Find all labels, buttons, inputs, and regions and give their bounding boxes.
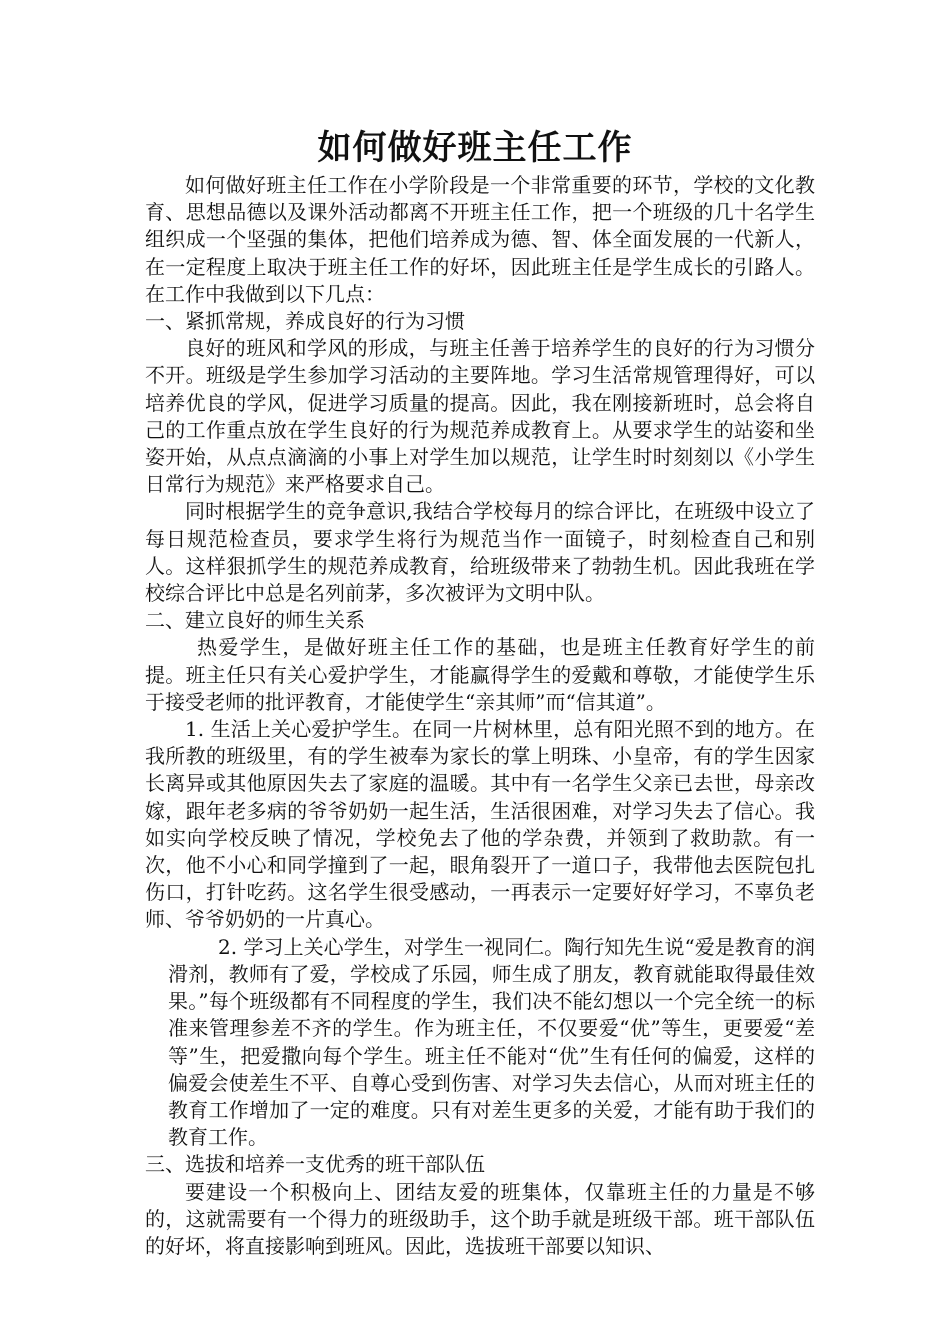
section-3-paragraph-1: 要建设一个积极向上、团结友爱的班集体，仅靠班主任的力量是不够的，这就需要有一个得力的班级助手，这个助手就是班级干部。班干部队伍的好坏，将直接影响到班风。因此，选拔班干部要以知识、 (145, 1179, 815, 1258)
section-2-item-1: 1. 生活上关心爱护学生。在同一片树林里，总有阳光照不到的地方。在我所教的班级里，有的学生被奉为家长的掌上明珠、小皇帝，有的学生因家长离异或其他原因失去了家庭的温暖。其中有一名学生父亲已去世，母亲改嫁，跟年老多病的爷爷奶奶一起生活，生活很困难，对学习失去了信心。我如实向学校反映了情况，学校免去了他的学杂费，并领到了救助款。有一次，他不小心和同学撞到了一起，眼角裂开了一道口子，我带他去医院包扎伤口，打针吃药。这名学生很受感动，一再表示一定要好好学习，不辜负老师、爷爷奶奶的一片真心。 (145, 717, 815, 932)
document-body (145, 172, 815, 1260)
section-heading-2: 二、建立良好的师生关系 (145, 608, 365, 633)
section-2-item-2: 2. 学习上关心学生，对学生一视同仁。陶行知先生说“爱是教育的润滑剂，教师有了爱，学校成了乐园，师生成了朋友，教育就能取得最佳效果。”每个班级都有不同程度的学生，我们决不能幻想以一个完全统一的标准来管理参差不齐的学生。作为班主任，不仅要爱“优”等生，更要爱“差等”生，把爱撒向每个学生。班主任不能对“优”生有任何的偏爱，这样的偏爱会使差生不平、自尊心受到伤害、对学习失去信心，从而对班主任的教育工作增加了一定的难度。只有对差生更多的关爱，才能有助于我们的教育工作。 (168, 934, 815, 1150)
intro-paragraph: 如何做好班主任工作在小学阶段是一个非常重要的环节，学校的文化教育、思想品德以及课外活动都离不开班主任工作，把一个班级的几十名学生组织成一个坚强的集体，把他们培养成为德、智、体全面发展的一代新人，在一定程度上取决于班主任工作的好坏，因此班主任是学生成长的引路人。在工作中我做到以下几点： (145, 173, 815, 306)
document-title: 如何做好班主任工作 (317, 128, 633, 168)
section-1-paragraph-1: 良好的班风和学风的形成，与班主任善于培养学生的良好的行为习惯分不开。班级是学生参加学习活动的主要阵地。学习生活常规管理得好，可以培养优良的学风，促进学习质量的提高。因此，我在刚接新班时，总会将自己的工作重点放在学生良好的行为规范养成教育上。从要求学生的站姿和坐姿开始，从点点滴滴的小事上对学生加以规范，让学生时时刻刻以《小学生日常行为规范》来严格要求自己。 (145, 336, 815, 497)
section-heading-1: 一、紧抓常规，养成良好的行为习惯 (145, 309, 465, 334)
section-1-paragraph-2: 同时根据学生的竞争意识,我结合学校每月的综合评比，在班级中设立了每日规范检查员，要求学生将行为规范当作一面镜子，时刻检查自己和别人。这样狠抓学生的规范养成教育，给班级带来了勃勃生机。因此我班在学校综合评比中总是名列前茅，多次被评为文明中队。 (145, 499, 815, 606)
section-heading-3: 三、选拔和培养一支优秀的班干部队伍 (145, 1152, 485, 1177)
section-2-paragraph-1: 热爱学生，是做好班主任工作的基础，也是班主任教育好学生的前提。班主任只有关心爱护学生，才能赢得学生的爱戴和尊敬，才能使学生乐于接受老师的批评教育，才能使学生“亲其师”而“信其道”。 (145, 635, 815, 714)
